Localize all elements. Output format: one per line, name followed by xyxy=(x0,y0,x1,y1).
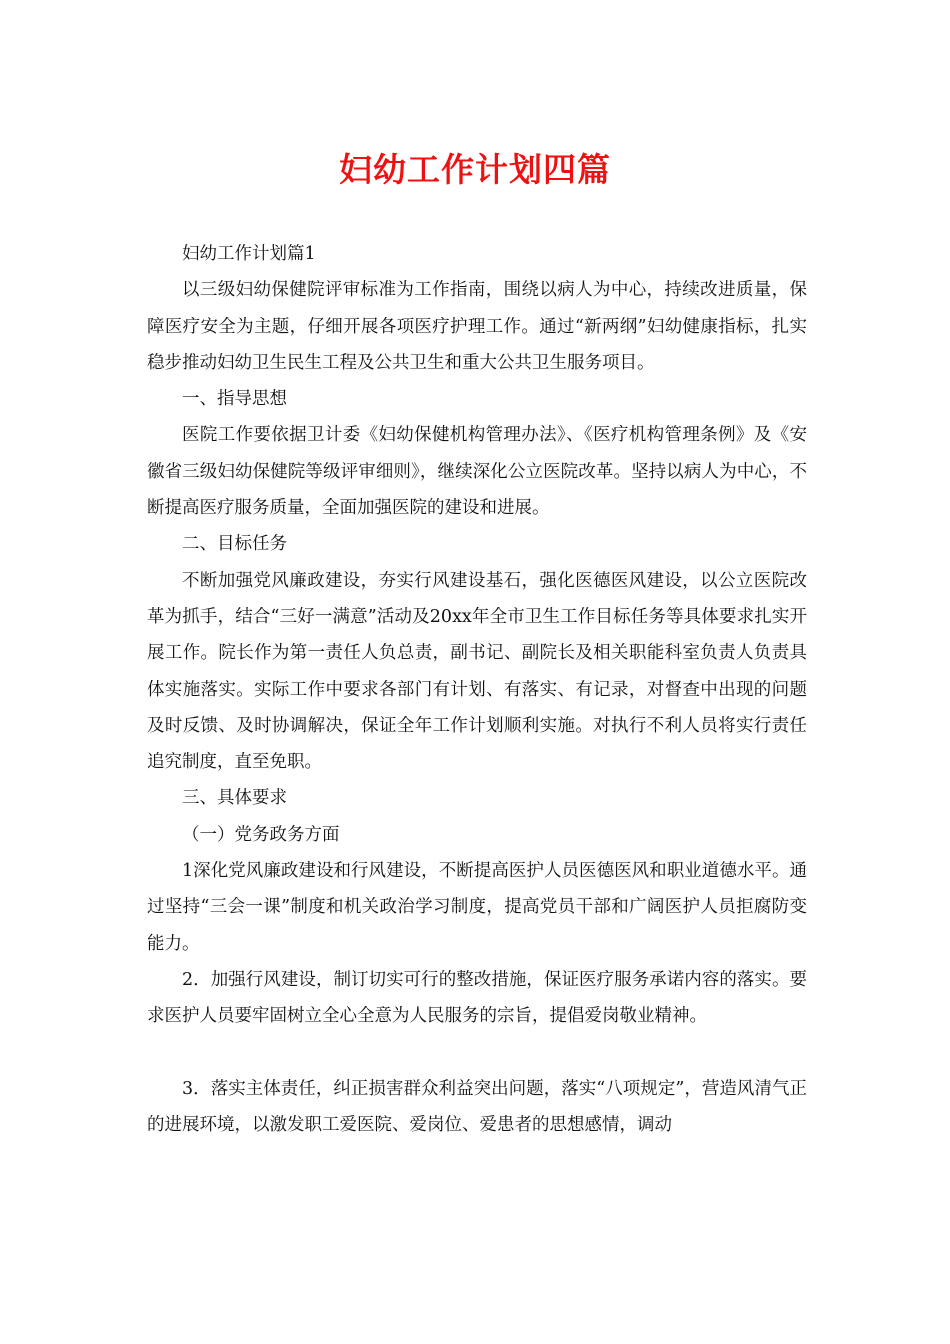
list-item-2: 2．加强行风建设，制订切实可行的整改措施，保证医疗服务承诺内容的落实。要求医护人员要牢固树立全心全意为人民服务的宗旨，提倡爱岗敬业精神。 xyxy=(147,969,807,1027)
section-heading-objectives: 二、目标任务 xyxy=(182,534,287,555)
body-paragraph-objectives: 不断加强党风廉政建设，夯实行风建设基石，强化医德医风建设，以公立医院改革为抓手，结合“三好一满意”活动及20xx年全市卫生工作目标任务等具体要求扎实开展工作。院长作为第一责任人负总责，副书记、副院长及相关职能科室负责人负责具体实施落实。实际工作中要求各部门有计划、有落实、有记录，对督查中出现的问题及时反馈、及时协调解决，保证全年工作计划顺利实施。对执行不利人员将实行责任追究制度，直至免职。 xyxy=(147,570,807,773)
document-body xyxy=(147,236,807,1143)
section-heading-guiding-ideology: 一、指导思想 xyxy=(182,389,287,410)
section-heading-plan-1: 妇幼工作计划篇1 xyxy=(182,244,316,264)
document-title: 妇幼工作计划四篇 xyxy=(339,150,611,189)
body-paragraph-guiding-ideology: 医院工作要依据卫计委《妇幼保健机构管理办法》、《医疗机构管理条例》及《安徽省三级妇幼保健院等级评审细则》，继续深化公立医院改革。坚持以病人为中心，不断提高医疗服务质量，全面加强医院的建设和进展。 xyxy=(147,425,807,519)
section-heading-requirements: 三、具体要求 xyxy=(182,788,287,809)
subsection-heading-party-affairs: （一）党务政务方面 xyxy=(182,824,340,845)
body-paragraph-intro: 以三级妇幼保健院评审标准为工作指南，围绕以病人为中心，持续改进质量，保障医疗安全为主题，仔细开展各项医疗护理工作。通过“新两纲”妇幼健康指标，扎实稳步推动妇幼卫生民生工程及公共卫生和重大公共卫生服务项目。 xyxy=(147,280,807,373)
list-item-1: 1深化党风廉政建设和行风建设，不断提高医护人员医德医风和职业道德水平。通过坚持“三会一课”制度和机关政治学习制度，提高党员干部和广阔医护人员拒腐防变能力。 xyxy=(147,861,807,954)
list-item-3: 3．落实主体责任，纠正损害群众利益突出问题，落实“八项规定”，营造风清气正的进展环境，以激发职工爱医院、爱岗位、爱患者的思想感情，调动 xyxy=(147,1078,807,1135)
